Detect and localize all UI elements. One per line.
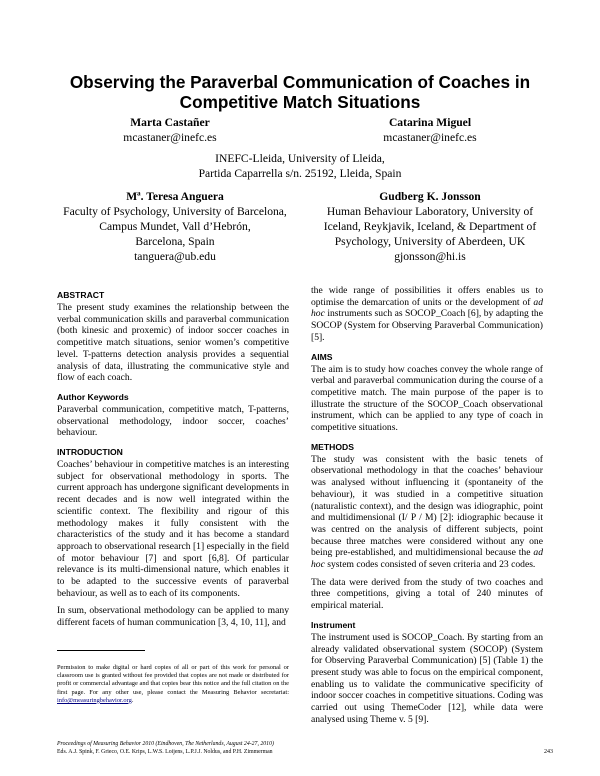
affiliation-inefc xyxy=(150,151,450,181)
affiliation-line: Partida Caparrella s/n. 25192, Lleida, Spain xyxy=(198,167,402,180)
affiliation-line: Human Behaviour Laboratory, University of xyxy=(326,205,534,218)
methods-heading: METHODS xyxy=(311,441,354,452)
author-email: tanguera@ub.edu xyxy=(134,250,216,263)
permission-notice xyxy=(57,664,289,705)
aims-text: The aim is to study how coaches convey the whole range of verbal and paraverbal communication during the course of a competitive match. The main purpose of the paper is to illustrate the structure of the SOCOP_Coach observational instrument, which can be applied to any type of coach in competitive situations. xyxy=(311,363,543,434)
author-miguel xyxy=(330,115,530,145)
author-name: Gudberg K. Jonsson xyxy=(379,190,481,203)
author-jonsson xyxy=(305,189,555,264)
introduction-heading: INTRODUCTION xyxy=(57,447,123,458)
affiliation-line: Faculty of Psychology, University of Barcelona, xyxy=(63,205,287,218)
affiliation-line: INEFC-Lleida, University of Lleida, xyxy=(215,152,385,165)
author-email: gjonsson@hi.is xyxy=(394,250,466,263)
paper-title: Observing the Paraverbal Communication of Coaches in Competitive Match Situations xyxy=(69,72,531,112)
page-number: 243 xyxy=(544,749,553,755)
permission-text: Permission to make digital or hard copies of all or part of this work for personal or classroom use is granted without fee provided that copies are not made or distributed for profit or commercial advantage and that copies bear this notice and the full citation on the first page. For any other use, please contact the Measuring Behavior secretariat: xyxy=(57,664,289,696)
proceedings-footer xyxy=(57,741,553,756)
keywords-heading: Author Keywords xyxy=(57,391,129,402)
intro-continuation: the wide range of possibilities it offers enables us to optimise the demarcation of units or the development of ad hoc instruments such as SOCOP_Coach [6], by adapting the SOCOP (System for Observing Paraverbal Communication) [5]. xyxy=(311,285,543,343)
affiliation-line: Barcelona, Spain xyxy=(135,235,215,248)
affiliation-line: Psychology, University of Aberdeen, UK xyxy=(334,235,526,248)
footnote-divider xyxy=(57,650,145,651)
author-email: mcastaner@inefc.es xyxy=(123,131,217,144)
instrument-heading: Instrument xyxy=(311,619,356,630)
introduction-text-2: In sum, observational methodology can be applied to many different facets of human communication [3, 4, 10, 11], and xyxy=(57,605,289,629)
author-castaner xyxy=(80,115,260,145)
abstract-heading: ABSTRACT xyxy=(57,290,105,300)
left-column xyxy=(57,290,289,629)
methods-text: The study was consistent with the basic tenets of observational methodology in that the coaches’ behaviour was analysed without influencing it (spontaneity of the behaviour), it was studied in a competitive situation (naturalistic context), and the design was idiographic, point and multidimensional (I/ P / M) [2]: idiographic because it was centred on the analysis of different subjects, point because three matches were considered without any one being pre-established, and multidimensional because the ad hoc system codes consisted of seven criteria and 23 codes. xyxy=(311,453,543,571)
introduction-text: Coaches’ behaviour in competitive matches is an interesting subject for observational methodology in sports. The current approach has undergone significant developments in recent decades and is now well integrated within the scientific context. The flexibility and rigour of this methodology makes it fully consistent with the characteristics of the study and it has become a standard approach to observational research [1] especially in the field of motor behaviour [7] and sport [6,8]. Of particular relevance is its multi-dimensional nature, which enables it to be adapted to the successive events of paraverbal behaviour, as well as to each of its components. xyxy=(57,459,289,599)
author-name: Marta Castañer xyxy=(130,116,210,129)
right-column xyxy=(311,285,543,726)
data-text: The data were derived from the study of two coaches and three competitions, giving a total of 240 minutes of empirical material. xyxy=(311,576,543,612)
instrument-text: The instrument used is SOCOP_Coach. By starting from an already validated observational system (SOCOP) (System for Observing Paraverbal Communication) [5] (Table 1) the present study was able to focus on the empirical component, enabling us to validate the communicative specificity of indoor soccer coaches in competitive situations. Coding was carried out using ThemeCoder [12], while data were analysed using Theme v. 5 [9]. xyxy=(311,631,543,725)
footer-line: Proceedings of Measuring Behavior 2010 (Eindhoven, The Netherlands, August 24-27, 2010) xyxy=(57,741,274,747)
author-email: mcastaner@inefc.es xyxy=(383,131,477,144)
affiliation-line: Campus Mundet, Vall d’Hebrón, xyxy=(99,220,251,233)
author-name: Catarina Miguel xyxy=(388,116,472,129)
footer-line: Eds. A.J. Spink, F. Grieco, O.E. Krips, L.W.S. Loijens, L.P.J.J. Noldus, and P.H. Zimmerman xyxy=(57,748,273,755)
permission-end: . xyxy=(131,696,134,704)
aims-heading: AIMS xyxy=(311,351,333,362)
author-anguera xyxy=(50,189,300,264)
affiliation-line: Iceland, Reykjavik, Iceland, & Department of xyxy=(323,220,537,233)
secretariat-email-link[interactable]: info@measuringbehavior.org xyxy=(57,696,132,704)
abstract-text: The present study examines the relationship between the verbal communication skills and paraverbal communication (both kinesic and proxemic) of indoor soccer coaches in competitive match situations, senior women’s competitive level. T-patterns detection analysis provides a sequential analysis of data, illustrating the communicative style and flow of each coach. xyxy=(57,302,289,384)
keywords-text: Paraverbal communication, competitive match, T-patterns, observational methodology, indoor soccer, coaches’ behaviour. xyxy=(57,403,289,439)
author-name: Mª. Teresa Anguera xyxy=(126,190,224,203)
